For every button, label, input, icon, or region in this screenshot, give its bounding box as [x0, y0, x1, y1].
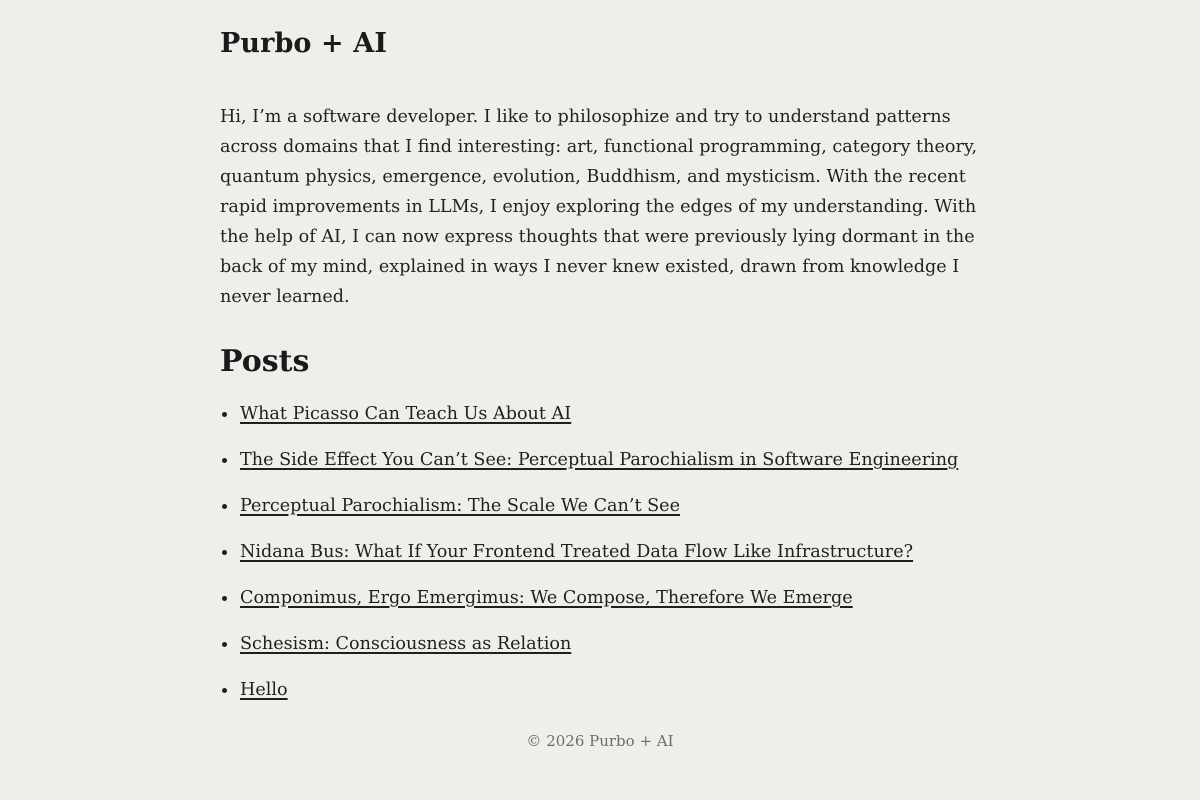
bullet-icon: [222, 412, 227, 417]
bullet-icon: [222, 458, 227, 463]
site-title[interactable]: Purbo + AI: [220, 28, 388, 59]
post-list-item: [220, 538, 980, 584]
posts-heading: Posts: [220, 344, 310, 379]
main-content: [220, 28, 980, 722]
post-link[interactable]: Componimus, Ergo Emergimus: We Compose, Therefore We Emerge: [240, 588, 853, 608]
post-list: [220, 400, 980, 722]
post-list-item: [220, 400, 980, 446]
post-list-item: [220, 630, 980, 676]
intro-paragraph: Hi, I’m a software developer. I like to philosophize and try to understand patterns across domains that I find interesting: art, functional programming, category theory, quantum physics, emergence, evolution, Buddhism, and mysticism. With the recent rapid improvements in LLMs, I enjoy exploring the edges of my understanding. With the help of AI, I can now express thoughts that were previously lying dormant in the back of my mind, explained in ways I never knew existed, drawn from knowledge I never learned.: [220, 107, 978, 307]
post-list-item: [220, 492, 980, 538]
post-list-item: [220, 584, 980, 630]
post-link[interactable]: What Picasso Can Teach Us About AI: [240, 404, 572, 424]
post-list-item: [220, 446, 980, 492]
bullet-icon: [222, 642, 227, 647]
bullet-icon: [222, 550, 227, 555]
post-list-item: [220, 676, 980, 722]
post-link[interactable]: The Side Effect You Can’t See: Perceptual Parochialism in Software Engineering: [240, 450, 959, 470]
post-link[interactable]: Hello: [240, 680, 288, 700]
bullet-icon: [222, 504, 227, 509]
footer-copyright: © 2026 Purbo + AI: [526, 732, 674, 750]
bullet-icon: [222, 688, 227, 693]
post-link[interactable]: Nidana Bus: What If Your Frontend Treated Data Flow Like Infrastructure?: [240, 542, 914, 562]
bullet-icon: [222, 596, 227, 601]
post-link[interactable]: Schesism: Consciousness as Relation: [240, 634, 572, 654]
post-link[interactable]: Perceptual Parochialism: The Scale We Can’t See: [240, 496, 680, 516]
